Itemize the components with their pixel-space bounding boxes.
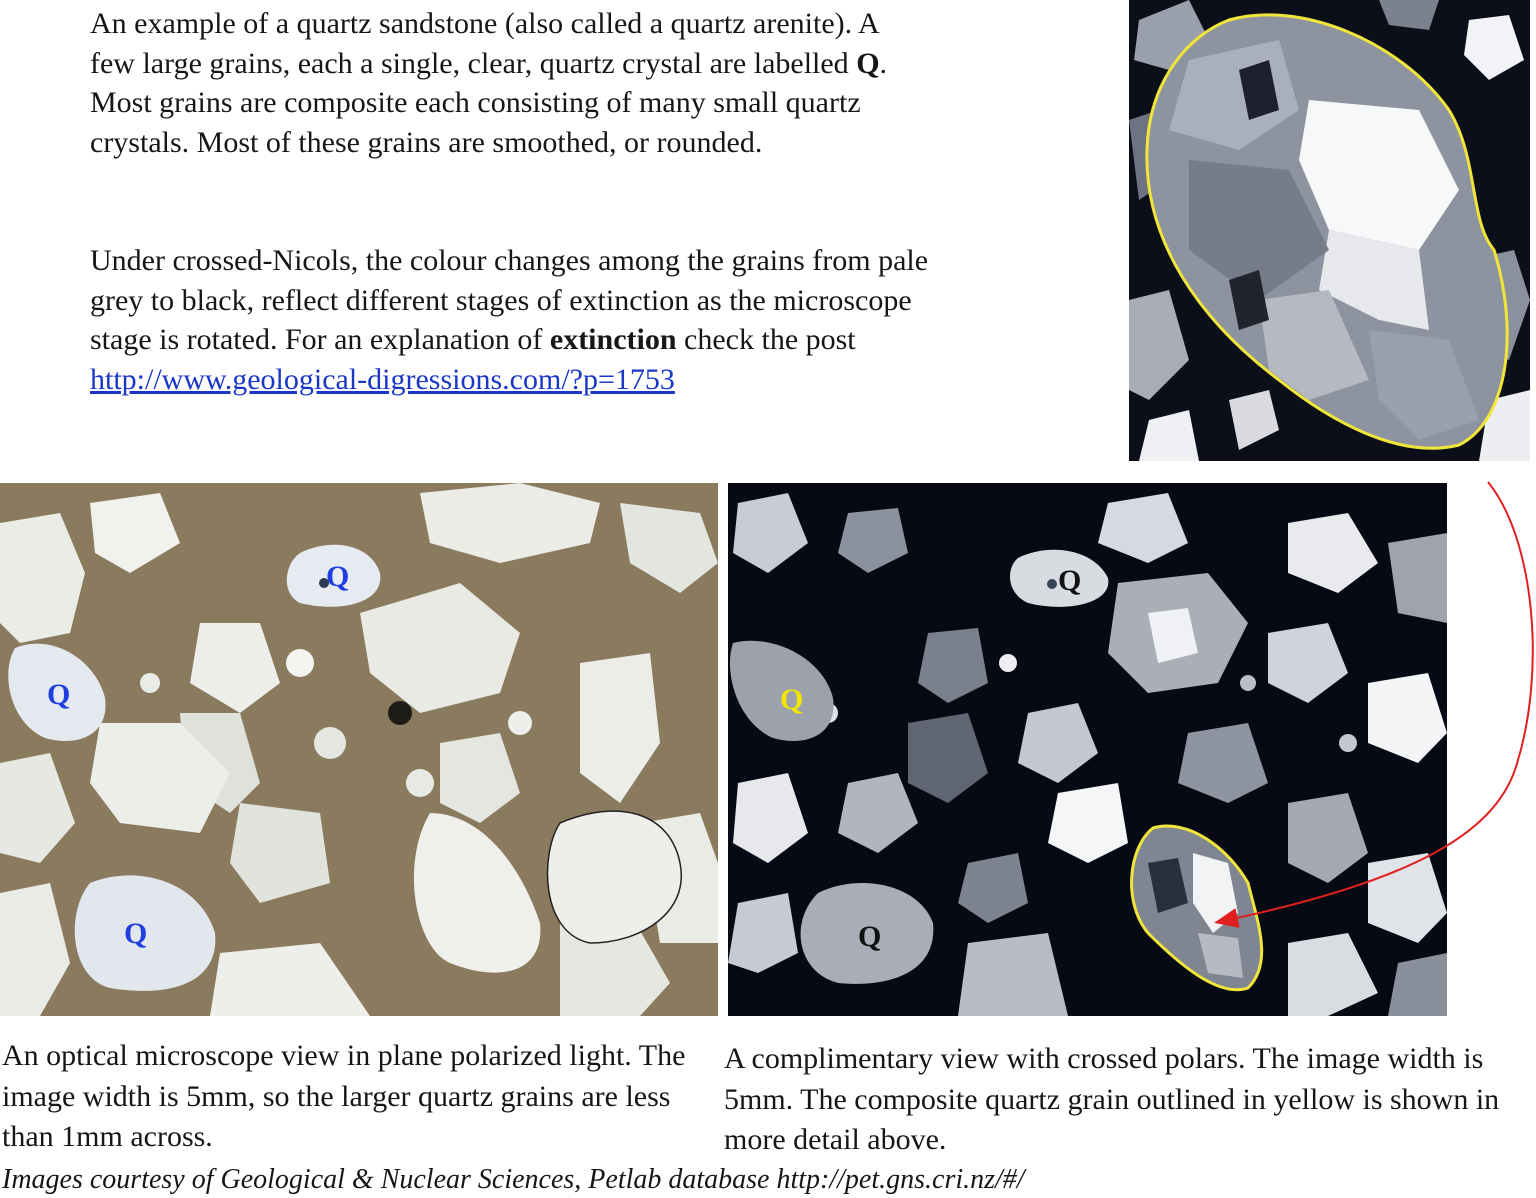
xpl-q-label-2: Q bbox=[780, 683, 804, 716]
extinction-emphasis: extinction bbox=[549, 323, 677, 357]
ppl-q-label-1: Q bbox=[326, 560, 350, 593]
intro-text: . Most grains are composite each consisting of many small quartz crystals. Most of these grains are smoothed, or rounded. bbox=[90, 46, 888, 159]
intro-text: check the post bbox=[676, 323, 856, 357]
intro-paragraph-2 bbox=[90, 241, 970, 399]
xpl-q-label-1: Q bbox=[1058, 564, 1082, 597]
ppl-q-label-3: Q bbox=[124, 917, 148, 950]
intro-text: An example of a quartz sandstone (also called a quartz arenite). A few large grains, each a single, clear, quartz crystal are labelled bbox=[90, 7, 879, 80]
detail-photomicrograph bbox=[1129, 0, 1530, 461]
plane-polarized-photomicrograph bbox=[0, 483, 718, 1016]
xpl-caption: A complimentary view with crossed polars. The image width is 5mm. The composite quartz grain outlined in yellow is shown in more detail above. bbox=[724, 1042, 1500, 1156]
image-credit: Images courtesy of Geological & Nuclear Sciences, Petlab database http://pet.gns.cri.nz/#/ bbox=[2, 1164, 1025, 1195]
intro-paragraph-1 bbox=[90, 4, 930, 162]
intro-text: Under crossed-Nicols, the colour changes among the grains from pale grey to black, reflect different stages of extinction as the microscope stage is rotated. For an explanation of bbox=[90, 244, 929, 357]
q-emphasis: Q bbox=[856, 46, 880, 80]
ppl-caption: An optical microscope view in plane polarized light. The image width is 5mm, so the larger quartz grains are less than 1mm across. bbox=[2, 1039, 686, 1153]
post-link[interactable]: http://www.geological-digressions.com/?p=1753 bbox=[90, 362, 675, 396]
xpl-q-label-3: Q bbox=[858, 920, 882, 953]
pointer-arrow bbox=[1200, 470, 1536, 940]
ppl-q-label-2: Q bbox=[47, 678, 71, 711]
